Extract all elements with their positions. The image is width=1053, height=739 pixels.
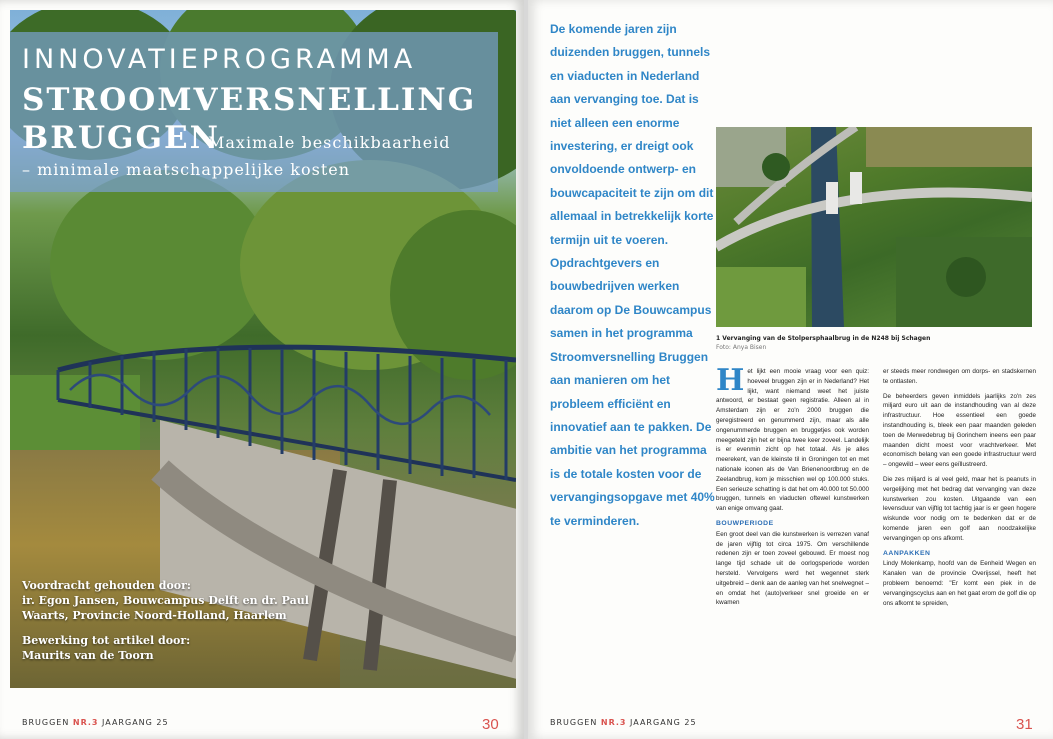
subtitle-part-1: Maximale beschikbaarheid	[208, 133, 451, 152]
credits-speakers: ir. Egon Jansen, Bouwcampus Delft en dr. Paul Waarts, Provincie Noord-Holland, Haarlem	[22, 594, 309, 622]
left-page	[0, 0, 524, 739]
footer-magazine: BRUGGEN	[22, 718, 70, 727]
footer-issue: NR.3	[72, 718, 99, 727]
page-number-right: 31	[1016, 716, 1033, 733]
footer-volume: JAARGANG 25	[102, 718, 169, 727]
title-line-3: BRUGGEN	[22, 120, 220, 156]
footer-volume: JAARGANG 25	[630, 718, 697, 727]
heading-aanpakken: AANPAKKEN	[883, 549, 931, 557]
credits-editor: Maurits van de Toorn	[22, 649, 154, 662]
title-line-2: STROOMVERSNELLING	[22, 82, 477, 118]
intro-text: De komende jaren zijn duizenden bruggen, tunnels en viaducten in Nederland aan vervanging toe. Dat is niet alleen een enorme investering, er dreigt ook onvoldoende ontwerp- en bouwcapaciteit te zijn om dit allemaal in betrekkelijk korte termijn uit te voeren. Opdrachtgevers en bouwbedrijven werken daarom op De Bouwcampus samen in het programma Stroomversnelling Bruggen aan manieren om het probleem efficiënt en innovatief aan te pakken. De ambitie van het programma is de totale kosten voor de vervangingsopgave met 40% te verminderen.	[550, 22, 715, 528]
col2-para-4: Lindy Molenkamp, hoofd van de Eenheid Wegen en Kanalen van de provincie Overijssel, heeft het probleem benoemd: "Er komt een piek in de vervangingscyclus aan en het gaat erom de golf die op ons afkomt te spreiden,	[883, 560, 1036, 607]
col1-para-1: et lijkt een mooie vraag voor een quiz: hoeveel bruggen zijn er in Nederland? Het lijkt, want niemand weet het juiste antwoord, er bestaat geen registratie. Alleen al in Amsterdam zijn er zo'n 2000 bruggen die geregistreerd en genummerd zijn, maar als alle ongenummerde bruggen en bruggetjes ook worden meegeteld zijn het er bijna twee keer zoveel. Landelijk is er evenmin zicht op het totaal. Als je alles meerekent, van de kleinste til in Groningen tot en met nationale iconen als de Van Brienenoordbrug en de Zeelandbrug, kom je misschien wel op 100.000 stuks. Een serieuze schatting is dat het om 40.000 tot 50.000 bruggen, tunnels en viaducten oftewel kunstwerken van enige omvang gaat.	[716, 368, 869, 513]
col1-para-2: Een groot deel van die kunstwerken is verrezen vanaf de jaren vijftig tot circa 1975. Om verschillende redenen zijn er toen zoveel gebouwd. Er moest nog lange tijd schade uit de oorlogsperiode worden hersteld. Vervolgens werd het wegennet sterk uitgebreid – denk aan de aanleg van het snelwegnet – en omdat het (auto)verkeer snel groeide en er kwamen	[716, 530, 869, 607]
col2-para-2: De beheerders geven inmiddels jaarlijks zo'n zes miljard euro uit aan de instandhouding van al deze infrastructuur. Hoe essentieel een goede instandhouding is, bleek een paar maanden geleden toen de Merwedebrug bij Gorinchem ineens een paar maanden dicht moest voor vrachtverkeer. Met economisch belang van een goede infrastructuur werd – ongewild – weer eens geïllustreerd.	[883, 392, 1036, 469]
col2-para-1: er steeds meer rondwegen om dorps- en stadskernen te ontlasten.	[883, 368, 1036, 385]
right-page	[528, 0, 1053, 739]
caption-credit: Foto: Anya Bisen	[716, 344, 767, 351]
credits-heading-speakers: Voordracht gehouden door:	[22, 579, 191, 592]
caption-text: 1 Vervanging van de Stolpersphaalbrug in de N248 bij Schagen	[716, 335, 931, 342]
credits-heading-editor: Bewerking tot artikel door:	[22, 634, 191, 647]
dropcap: H	[716, 363, 745, 398]
title-line-1: INNOVATIEPROGRAMMA	[22, 44, 417, 75]
footer-issue: NR.3	[600, 718, 627, 727]
aerial-photo	[716, 127, 1032, 327]
subtitle-part-2: – minimale maatschappelijke kosten	[22, 160, 351, 179]
credits	[22, 578, 322, 673]
aerial-scene	[716, 127, 1032, 327]
footer-left	[22, 718, 169, 727]
page-number-left: 30	[482, 716, 499, 733]
heading-bouwperiode: BOUWPERIODE	[716, 519, 774, 527]
article-body	[716, 363, 1036, 613]
article-column-1	[716, 363, 869, 613]
col2-para-3: Die zes miljard is al veel geld, maar het is peanuts in vergelijking met het bedrag dat vervanging van deze kunstwerken zou kosten. Uitgaande van een levensduur van vijftig tot tachtig jaar is er geen hogere wiskunde voor nodig om te bedenken dat er de komende jaren een golf aan noodzakelijke vervangingen op ons afkomt.	[883, 475, 1036, 542]
photo-caption	[716, 334, 1036, 352]
footer-magazine: BRUGGEN	[550, 718, 598, 727]
article-column-2	[883, 367, 1036, 613]
footer-right	[550, 718, 697, 727]
